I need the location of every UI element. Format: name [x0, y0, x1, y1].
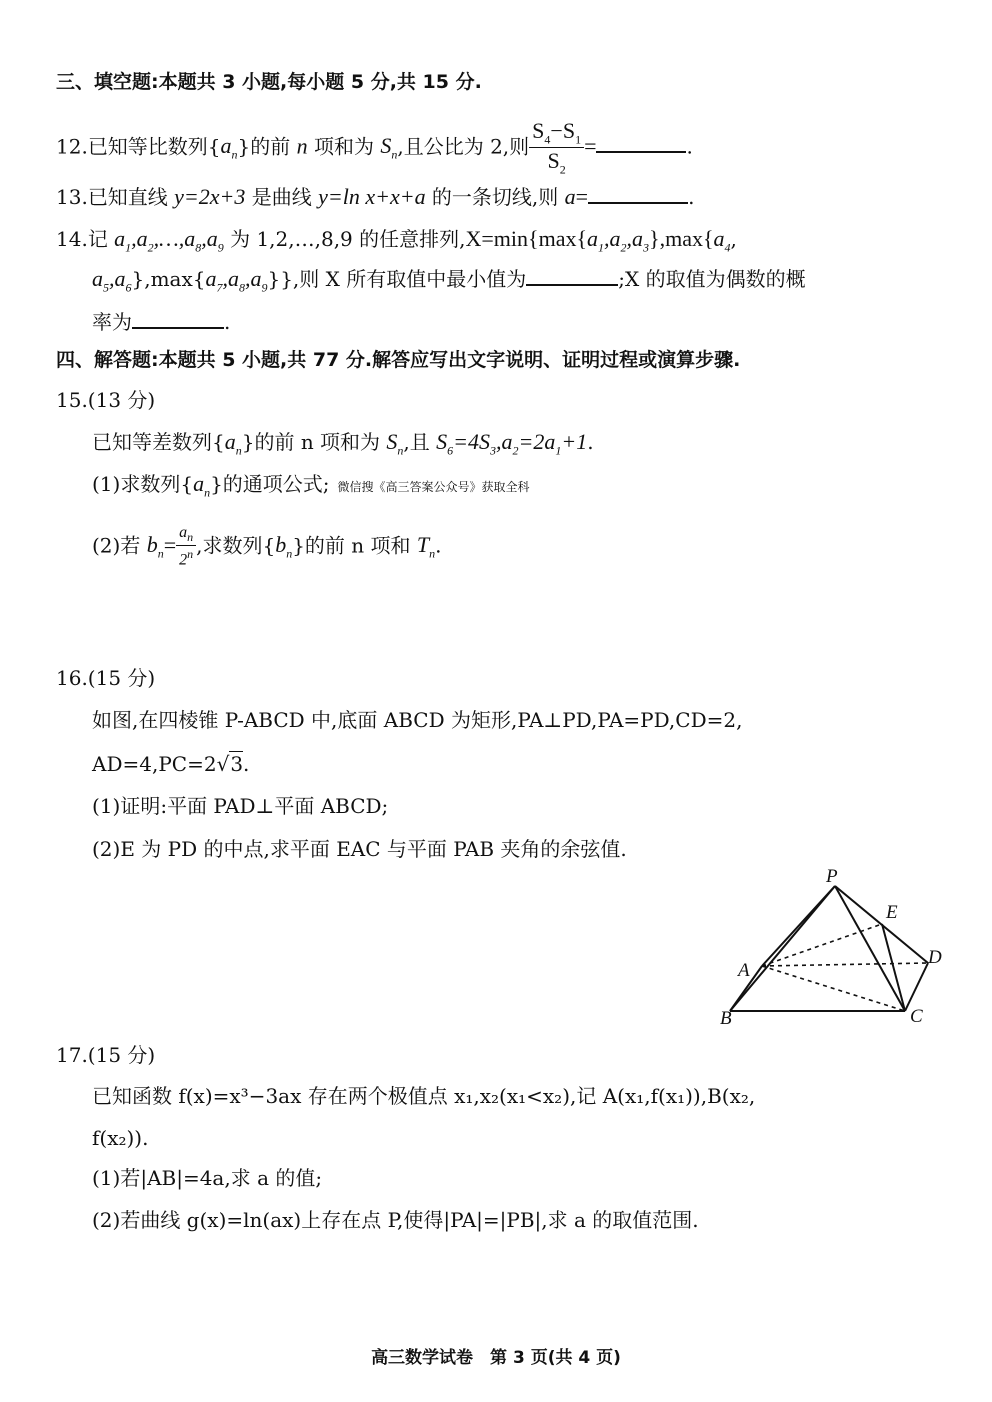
- question-13: 13.已知直线 y=2x+3 是曲线 y=ln x+x+a 的一条切线,则 a= .: [56, 184, 695, 209]
- watermark-note: 微信搜《高三答案公众号》获取全科: [337, 480, 530, 494]
- answer-blank-13[interactable]: [588, 184, 688, 204]
- page-footer: 高三数学试卷 第 3 页(共 4 页): [371, 1348, 621, 1368]
- section-3-title: 三、填空题:本题共 3 小题,每小题 5 分,共 15 分.: [56, 71, 482, 93]
- fraction-an-over-2n: $\frac{a_n}{2^n}$: [176, 525, 196, 569]
- question-16-part-1: (1)证明:平面 PAD⊥平面 ABCD;: [92, 794, 389, 818]
- label-P: P: [826, 866, 838, 887]
- label-A: A: [738, 960, 750, 981]
- question-14-line-1: 14.记 $a_1,a_2,\dots,a_8,a_9$ 为 1,2,…,8,9 的任意排列$,X=\min\{\max\{a_1,a_2,a_3\},\max\{a_4$,: [56, 226, 737, 255]
- question-17-line-2: f(x₂)).: [92, 1126, 149, 1150]
- question-17-line-1: 已知函数 f(x)=x³−3ax 存在两个极值点 x₁,x₂(x₁<x₂),记 A(x₁,f(x₁)),B(x₂,: [92, 1084, 756, 1108]
- question-15-head: 15.(13 分): [56, 388, 156, 412]
- question-16-head: 16.(15 分): [56, 666, 156, 690]
- answer-blank-12[interactable]: [596, 133, 686, 153]
- question-14-line-3: 率为 .: [92, 310, 231, 334]
- label-C: C: [910, 1006, 923, 1027]
- question-17-part-1: (1)若|AB|=4a,求 a 的值;: [92, 1166, 323, 1190]
- question-16-line-2: AD=4,PC=2√3.: [92, 752, 250, 776]
- question-16-part-2: (2)E 为 PD 的中点,求平面 EAC 与平面 PAB 夹角的余弦值.: [92, 837, 627, 861]
- section-4-title: 四、解答题:本题共 5 小题,共 77 分.解答应写出文字说明、证明过程或演算步骤.: [56, 349, 741, 371]
- question-16-line-1: 如图,在四棱锥 P-ABCD 中,底面 ABCD 为矩形,PA⊥PD,PA=PD,CD=2,: [92, 708, 743, 732]
- answer-blank-14a[interactable]: [526, 266, 618, 286]
- pyramid-hidden-edges: [762, 924, 928, 1011]
- label-B: B: [720, 1008, 732, 1029]
- question-15-part-1: (1)求数列$\{a_n\}$的通项公式; 微信搜《高三答案公众号》获取全科: [92, 471, 530, 500]
- question-15-part-2: (2)若 $b_n=$ $\frac{a_n}{2^n}$ ,求数列$\{b_n\}$的前 n 项和 $T_n$.: [92, 524, 442, 569]
- question-17-part-2: (2)若曲线 g(x)=ln(ax)上存在点 P,使得|PA|=|PB|,求 a 的取值范围.: [92, 1208, 699, 1232]
- label-E: E: [886, 902, 898, 923]
- question-14-line-2: $a_5,a_6\},\max\{a_7,a_8,a_9\}$},则 X 所有取值中最小值为 ;X 的取值为偶数的概: [92, 266, 806, 295]
- question-15-stem: 已知等差数列$\{a_n\}$的前 n 项和为 $S_n$,且 $S_6=4S_3,a_2=2a_1+1$.: [92, 429, 594, 458]
- pyramid-figure: [710, 866, 960, 1036]
- answer-blank-14b[interactable]: [132, 309, 224, 329]
- question-12: 12.已知等比数列$\{a_n\}$的前 n 项和为 $S_n$,且公比为 2,则 $\frac{S_4-S_1}{S_2}$ = .: [56, 118, 693, 177]
- fraction-s4-s1-over-s2: $\frac{S_4-S_1}{S_2}$: [529, 120, 584, 176]
- label-D: D: [928, 947, 942, 968]
- question-17-head: 17.(15 分): [56, 1043, 156, 1067]
- pyramid-solid-edges: [730, 886, 928, 1011]
